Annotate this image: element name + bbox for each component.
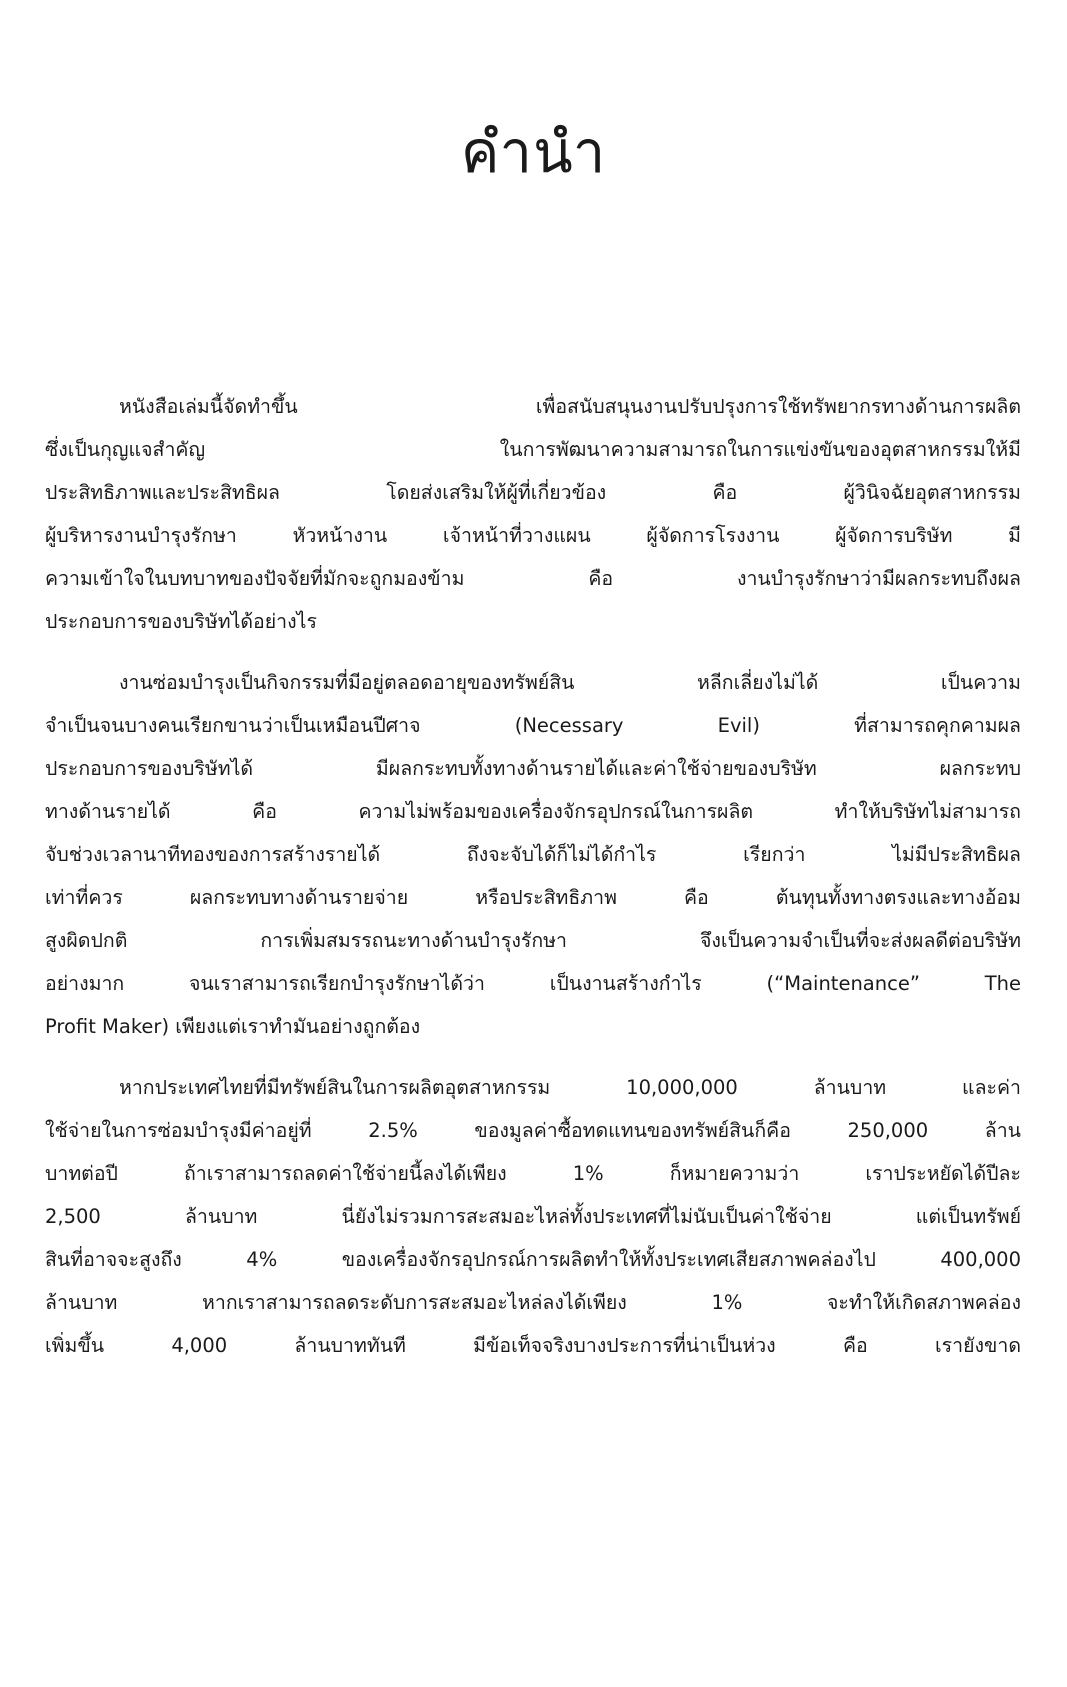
text-line: จำเป็นจนบางคนเรียกขานว่าเป็นเหมือนปีศาจ (Necessary Evil) ที่สามารถคุกคามผล — [45, 714, 1021, 737]
text-line: ความเข้าใจในบทบาทของปัจจัยที่มักจะถูกมองข้าม คือ งานบำรุงรักษาว่ามีผลกระทบถึงผล — [45, 567, 1021, 590]
text-line: ผู้บริหารงานบำรุงรักษา หัวหน้างาน เจ้าหน้าที่วางแผน ผู้จัดการโรงงาน ผู้จัดการบริษัท มี — [45, 524, 1021, 547]
text-line: จับช่วงเวลานาทีทองของการสร้างรายได้ ถึงจะจับได้ก็ไม่ได้กำไร เรียกว่า ไม่มีประสิทธิผล — [45, 843, 1021, 866]
body-text — [45, 385, 1021, 1385]
text-line: สูงผิดปกติ การเพิ่มสมรรถนะทางด้านบำรุงรักษา จึงเป็นความจำเป็นที่จะส่งผลดีต่อบริษัท — [45, 929, 1021, 952]
text-line: อย่างมาก จนเราสามารถเรียกบำรุงรักษาได้ว่า เป็นงานสร้างกำไร (“Maintenance” The — [45, 972, 1021, 995]
text-line: เท่าที่ควร ผลกระทบทางด้านรายจ่าย หรือประสิทธิภาพ คือ ต้นทุนทั้งทางตรงและทางอ้อม — [45, 886, 1021, 909]
paragraph-1 — [45, 385, 1021, 643]
text-line: 2,500 ล้านบาท นี่ยังไม่รวมการสะสมอะไหล่ทั้งประเทศที่ไม่นับเป็นค่าใช้จ่าย แต่เป็นทรัพย์ — [45, 1205, 1021, 1228]
text-line: ประกอบการของบริษัทได้อย่างไร — [45, 610, 317, 633]
text-line: ล้านบาท หากเราสามารถลดระดับการสะสมอะไหล่ลงได้เพียง 1% จะทำให้เกิดสภาพคล่อง — [45, 1291, 1021, 1314]
text-line: เพิ่มขึ้น 4,000 ล้านบาททันที มีข้อเท็จจริงบางประการที่น่าเป็นห่วง คือ เรายังขาด — [45, 1334, 1021, 1357]
text-line: บาทต่อปี ถ้าเราสามารถลดค่าใช้จ่ายนี้ลงได้เพียง 1% ก็หมายความว่า เราประหยัดได้ปีละ — [45, 1162, 1021, 1185]
text-line: ซึ่งเป็นกุญแจสำคัญ ในการพัฒนาความสามารถในการแข่งขันของอุตสาหกรรมให้มี — [45, 438, 1021, 461]
paragraph-3 — [45, 1066, 1021, 1367]
text-line: หนังสือเล่มนี้จัดทำขึ้น เพื่อสนับสนุนงานปรับปรุงการใช้ทรัพยากรทางด้านการผลิต — [119, 395, 1021, 418]
text-line: งานซ่อมบำรุงเป็นกิจกรรมที่มีอยู่ตลอดอายุของทรัพย์สิน หลีกเลี่ยงไม่ได้ เป็นความ — [119, 671, 1021, 694]
text-line: ประกอบการของบริษัทได้ มีผลกระทบทั้งทางด้านรายได้และค่าใช้จ่ายของบริษัท ผลกระทบ — [45, 757, 1021, 780]
text-line: ใช้จ่ายในการซ่อมบำรุงมีค่าอยู่ที่ 2.5% ของมูลค่าซื้อทดแทนของทรัพย์สินก็คือ 250,000 ล้าน — [45, 1119, 1021, 1142]
text-line: Profit Maker) เพียงแต่เราทำมันอย่างถูกต้อง — [45, 1015, 421, 1038]
text-line: ประสิทธิภาพและประสิทธิผล โดยส่งเสริมให้ผู้ที่เกี่ยวข้อง คือ ผู้วินิจฉัยอุตสาหกรรม — [45, 481, 1021, 504]
page-title: คำนำ — [460, 118, 607, 186]
text-line: สินที่อาจจะสูงถึง 4% ของเครื่องจักรอุปกรณ์การผลิตทำให้ทั้งประเทศเสียสภาพคล่องไป 400,000 — [45, 1248, 1021, 1271]
paragraph-2 — [45, 661, 1021, 1048]
text-line: ทางด้านรายได้ คือ ความไม่พร้อมของเครื่องจักรอุปกรณ์ในการผลิต ทำให้บริษัทไม่สามารถ — [45, 800, 1021, 823]
text-line: หากประเทศไทยที่มีทรัพย์สินในการผลิตอุตสาหกรรม 10,000,000 ล้านบาท และค่า — [119, 1076, 1021, 1099]
